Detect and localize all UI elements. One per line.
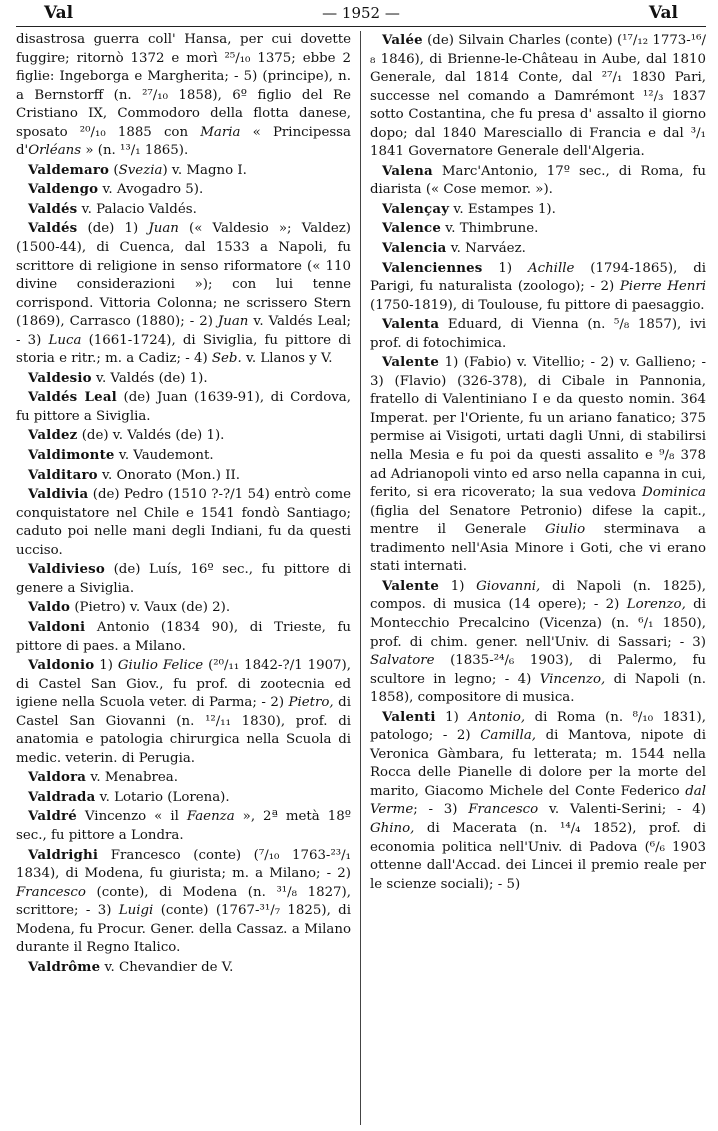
entry-text: (²⁰/₁₁ 1842-?/1 1907), di Castel San Giov., fu prof. di zootecnia ed igiene nella Scuola veter. di Parma; - 2) — [16, 658, 351, 711]
entry-italic-text: Ghino, — [370, 820, 415, 836]
entry-italic-text: Giulio Felice — [117, 658, 204, 674]
entry-italic-text: Francesco — [468, 802, 539, 818]
entry-text: (Pietro) v. Vaux (de) 2). — [70, 600, 231, 616]
entry-text: v. Chevandier de V. — [100, 959, 234, 975]
entry-headword: Valente — [382, 354, 440, 371]
entry-text: ( — [109, 162, 119, 178]
two-column-body — [16, 31, 706, 1125]
entry-italic-text: Pietro, — [288, 695, 334, 711]
dictionary-entry — [370, 31, 706, 162]
dictionary-entry — [16, 958, 351, 978]
entry-text: ) v. Magno I. — [162, 162, 247, 178]
entry-text: (conte), di Modena (n. ³¹/₈ 1827), scrittore; - 3) — [16, 884, 351, 919]
entry-text: 1) — [482, 260, 528, 276]
entry-italic-text: Camilla, — [480, 728, 537, 744]
entry-italic-text: Juan — [217, 314, 249, 330]
entry-headword: Valdemaro — [28, 161, 110, 178]
entry-italic-text: dal Verme — [370, 783, 706, 818]
entry-text: (1835-²⁴/₆ 1903), di Palermo, fu scultore in legno; - 4) — [370, 653, 706, 687]
entry-italic-text: Juan — [148, 221, 179, 237]
entry-text: v. Onorato (Mon.) II. — [97, 467, 240, 483]
header-right-word: Val — [648, 3, 678, 23]
entry-headword: Valée — [382, 32, 423, 48]
entry-italic-text: Lorenzo, — [626, 597, 686, 613]
header-left-word: Val — [44, 3, 74, 23]
entry-text: v. Valdés (de) 1). — [91, 370, 208, 386]
left-column — [16, 31, 361, 1125]
dictionary-entry — [16, 807, 351, 845]
dictionary-entry — [16, 161, 351, 181]
entry-text: sterminava a tradimento nell'Asia Minore i Goti, che vi erano stati internati. — [370, 522, 706, 575]
entry-italic-text: Svezia — [118, 162, 163, 178]
entry-headword: Valdrada — [28, 788, 96, 805]
entry-text: (1750-1819), di Toulouse, fu pittore di paesaggio. — [370, 297, 705, 313]
dictionary-entry — [16, 618, 351, 656]
entry-text: (de) Silvain Charles (conte) (¹⁷/₁₂ 1773-¹⁶/₈ 1846), di Brienne-le-Château in Aube, dal 1810 Generale, dal 1814 Conte, dal ²⁷/₁ 1830 Pari, successe nel comando a Damrémont ¹²/₃ 1837 sotto Costantina, che fu presa d' assalto il giorno dopo; dal 1840 Maresciallo di Francia e dal ³/₁ 1841 Governatore Generale dell'Algeria. — [370, 33, 706, 160]
dictionary-entry — [16, 598, 351, 618]
dictionary-entry — [370, 315, 706, 353]
entry-text: 1) (Fabio) v. Vitellio; - 2) v. Gallieno; - 3) (Flavio) (326-378), di Cibale in Pannonia, fratello di Valentiniano I e da questo nomin. 364 Imperat. per l'Oriente, fu un ariano fanatico; 375 permise ai Visigoti, urtati dagli Unni, di stabilirsi nella Mesia e fu poi da questi assalito e ⁹/₈ 378 ad Adrianopoli vinto ed arso nella capanna in cui, ferito, si era ricoverato; la sua vedova — [370, 355, 706, 501]
dictionary-entry — [370, 577, 706, 708]
entry-text: disastrosa guerra coll' Hansa, per cui dovette fuggire; ritornò 1372 e morì ²⁵/₁₀ 1375; ebbe 2 figlie: Ingeborga e Margherita; - 5) (principe), n. a Bernstorff (n. ²⁷/₁₀ 1858), 6º figlio del Re Cristiano IX, Commodoro della flotta danese, sposato ²⁰/₁₀ 1885 con — [16, 32, 351, 140]
running-header — [16, 0, 706, 26]
entry-headword: Valdoni — [28, 618, 86, 635]
entry-text: v. Valdés Leal; - 3) — [16, 314, 351, 348]
entry-text: v. Avogadro 5). — [98, 182, 204, 198]
entry-headword: Valdengo — [28, 181, 99, 198]
dictionary-entry — [370, 239, 706, 259]
dictionary-entry — [16, 560, 351, 598]
entry-headword: Valdés — [28, 200, 78, 217]
dictionary-entry — [16, 466, 351, 486]
dictionary-entry — [16, 31, 351, 161]
entry-italic-text: Salvatore — [370, 653, 435, 669]
dictionary-entry — [370, 162, 706, 200]
entry-text: 1) — [94, 658, 118, 674]
entry-italic-text: Luca — [48, 332, 82, 348]
entry-headword: Valdré — [28, 808, 77, 825]
entry-headword: Valdés Leal — [28, 389, 117, 406]
entry-text: Vincenzo « il — [76, 809, 187, 825]
dictionary-entry — [16, 446, 351, 466]
entry-text: (1794-1865), di Parigi, fu naturalista (zoologo); - 2) — [370, 260, 706, 295]
entry-text: di Montecchio Precalcino (Vicenza) (n. ⁶/₁ 1850), prof. di chim. gener. nell'Univ. di Sassari; - 3) — [370, 597, 706, 650]
entry-headword: Valdimonte — [28, 447, 115, 464]
dictionary-entry — [16, 485, 351, 560]
entry-text: v. Lotario (Lorena). — [95, 789, 230, 805]
entry-text: v. Valenti-Serini; - 4) — [538, 802, 706, 818]
dictionary-entry — [16, 200, 351, 220]
entry-text: v. Thimbrune. — [441, 221, 539, 237]
entry-headword: Valenti — [382, 708, 436, 725]
entry-italic-text: Seb. — [211, 351, 242, 367]
entry-italic-text: Francesco — [16, 884, 86, 900]
entry-text: v. Menabrea. — [86, 770, 178, 786]
entry-headword: Valdivieso — [28, 561, 105, 578]
entry-italic-text: Vincenzo, — [539, 671, 606, 687]
entry-headword: Valdrôme — [28, 958, 101, 975]
entry-headword: Valenta — [382, 316, 440, 333]
entry-text: ; - 3) — [413, 802, 469, 818]
entry-headword: Valence — [382, 220, 442, 237]
entry-text: (de) Pedro (1510 ?-?/1 54) entrò come conquistatore nel Chile e 1541 fondò Santiago; caduto poi nelle mani degli Indiani, fu da questi ucciso. — [16, 487, 351, 558]
entry-text: Marc'Antonio, 17º sec., di Roma, fu diarista (« Cose memor. »). — [370, 163, 706, 198]
dictionary-entry — [370, 708, 706, 894]
entry-italic-text: Faenza — [186, 809, 235, 825]
entry-italic-text: Maria — [200, 124, 241, 140]
dictionary-entry — [16, 219, 351, 368]
entry-headword: Valdo — [28, 599, 71, 616]
entry-text: Francesco (conte) (⁷/₁₀ 1763-²³/₁ 1834), di Modena, fu giurista; m. a Milano; - 2) — [16, 847, 351, 882]
entry-text: (de) Juan (1639-91), di Cordova, fu pittore a Siviglia. — [16, 390, 352, 424]
entry-headword: Valditaro — [28, 466, 98, 483]
entry-text: di Macerata (n. ¹⁴/₄ 1852), prof. di economia politica nell'Univ. di Padova (⁶/₆ 1903 ottenne dall'Accad. dei Lincei il premio reale per le scienze sociali); - 5) — [370, 820, 706, 892]
entry-text: v. Palacio Valdés. — [77, 201, 197, 217]
entry-text: (de) 1) — [77, 221, 149, 237]
entry-text: di Roma (n. ⁸/₁₀ 1831), patologo; - 2) — [370, 709, 707, 744]
entry-italic-text: Giovanni, — [476, 578, 541, 594]
entry-headword: Valencia — [382, 240, 447, 257]
entry-text: (de) Luís, 16º sec., fu pittore di genere a Siviglia. — [16, 562, 351, 596]
dictionary-entry — [16, 788, 351, 808]
entry-headword: Valdez — [28, 427, 78, 444]
entry-headword: Valdés — [28, 220, 78, 237]
entry-italic-text: Orléans — [28, 143, 82, 159]
entry-italic-text: Antonio, — [468, 709, 526, 725]
entry-text: Antonio (1834 90), di Trieste, fu pittore di paes. a Milano. — [16, 619, 351, 654]
entry-headword: Valençay — [382, 200, 450, 217]
entry-text: v. Llanos y V. — [241, 351, 333, 367]
entry-text: « Principessa d' — [16, 124, 351, 159]
entry-text: 1) — [435, 709, 469, 725]
entry-text: Eduard, di Vienna (n. ⁵/₈ 1857), ivi prof. di fotochimica. — [370, 317, 706, 351]
entry-text: di Mantova, nipote di Veronica Gàmbara, fu letterata; m. 1544 nella Rocca delle Pianelle di dolore per la morte del marito, Giacomo Michele del Conte Federico — [370, 728, 706, 799]
entry-italic-text: Pierre Henri — [619, 279, 707, 295]
entry-italic-text: Dominica — [642, 485, 706, 501]
entry-text: (« Valdesio »; Valdez) (1500-44), di Cuenca, dal 1533 a Napoli, fu scrittore di religione in senso riformatore (« 110 divine considerazioni »); con lui tenne corrispond. Vittoria Colonna; ne scrissero Stern (1869), Carrasco (1880); - 2) — [16, 221, 351, 330]
entry-text: v. Narváez. — [446, 241, 526, 257]
dictionary-entry — [370, 353, 706, 577]
header-rule — [16, 26, 706, 27]
entry-text: di Napoli (n. 1825), compos. di musica (14 opere); - 2) — [370, 578, 706, 613]
entry-italic-text: Giulio — [545, 522, 586, 538]
entry-text: di Castel San Giovanni (n. ¹²/₁₁ 1830), prof. di anatomia e patologia chirurgica nella Scuola di medic. veterin. di Perugia. — [16, 695, 351, 766]
dictionary-entry — [16, 656, 351, 768]
entry-text: (conte) (1767-³¹/₇ 1825), di Modena, fu Procur. Gener. della Cassaz. a Milano durante il Regno Italico. — [16, 903, 351, 956]
entry-italic-text: Achille — [527, 260, 575, 276]
entry-headword: Valdonio — [28, 657, 95, 674]
dictionary-entry — [16, 388, 351, 426]
dictionary-entry — [16, 180, 351, 200]
entry-headword: Valdora — [28, 769, 87, 786]
dictionary-entry — [16, 426, 351, 446]
entry-headword: Valenciennes — [382, 259, 483, 276]
dictionary-entry — [370, 200, 706, 220]
page-number: — 1952 — — [322, 4, 400, 22]
entry-text: v. Vaudemont. — [114, 448, 214, 464]
entry-text: (1661-1724), di Siviglia, fu pittore di storia e ritr.; m. a Cadiz; - 4) — [16, 332, 352, 367]
entry-text: », 2ª metà 18º sec., fu pittore a Londra. — [16, 809, 351, 843]
entry-text: (de) v. Valdés (de) 1). — [77, 428, 225, 444]
entry-text: di Napoli (n. 1858), compositore di musica. — [370, 671, 706, 706]
entry-headword: Valdesio — [28, 369, 92, 386]
dictionary-entry — [370, 219, 706, 239]
right-column — [361, 31, 706, 1125]
entry-headword: Valdrighi — [28, 846, 99, 863]
dictionary-entry — [16, 846, 351, 958]
entry-headword: Valena — [382, 162, 433, 179]
entry-text: » (n. ¹³/₁ 1865). — [81, 143, 189, 159]
entry-headword: Valdivia — [28, 486, 89, 503]
dictionary-entry — [16, 768, 351, 788]
entry-text: v. Estampes 1). — [449, 201, 556, 217]
entry-headword: Valente — [382, 577, 440, 594]
entry-text: (figlia del Senatore Petronio) difese la capit., mentre il Generale — [370, 503, 706, 538]
dictionary-entry — [370, 259, 706, 316]
entry-text: 1) — [439, 578, 477, 594]
dictionary-entry — [16, 369, 351, 389]
entry-italic-text: Luigi — [118, 903, 154, 919]
